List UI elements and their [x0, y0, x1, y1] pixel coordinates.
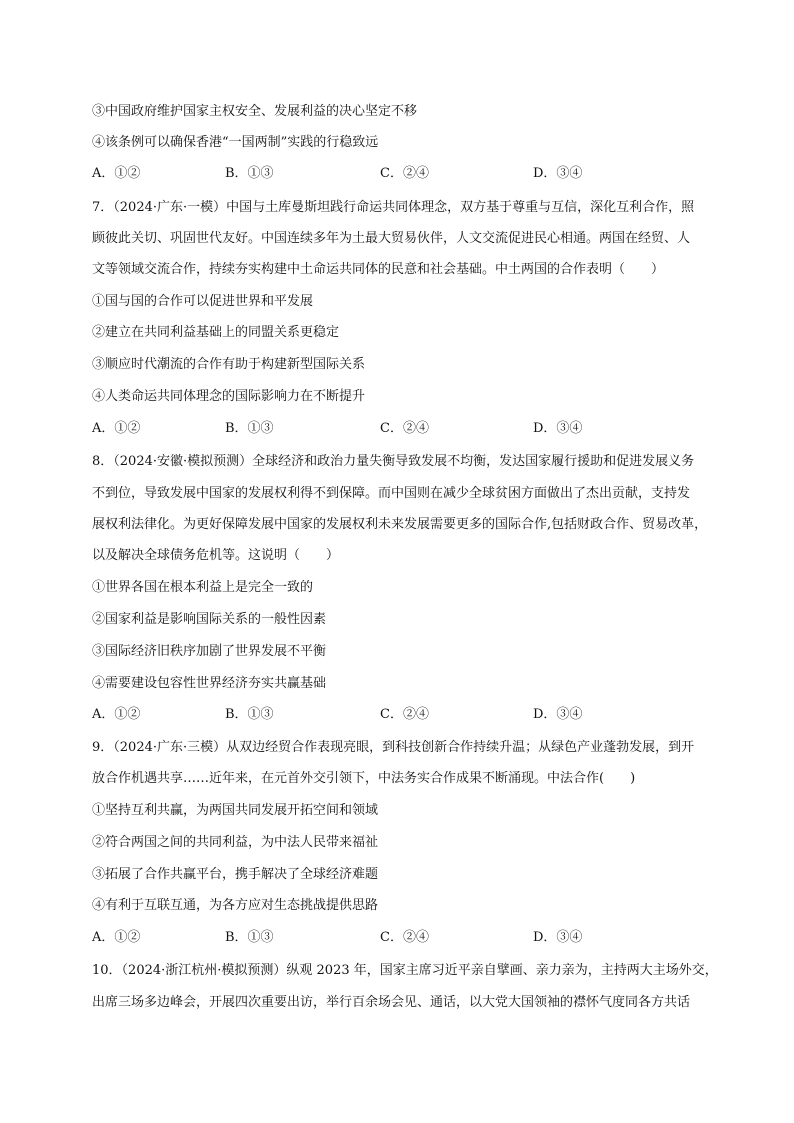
option-a[interactable]: A．①② — [92, 930, 141, 945]
option-c[interactable]: C．②④ — [380, 707, 429, 722]
question-8-statement-4: ④需要建设包容性世界经济夯实共赢基础 — [92, 676, 327, 691]
question-10-line-1: 10．（2024·浙江杭州·模拟预测）纵观 2023 年，国家主席习近平亲自擘画、亲力亲为，主持两大主场外交， — [92, 963, 718, 978]
option-d[interactable]: D．③④ — [533, 166, 583, 181]
statement-3: ③中国政府维护国家主权安全、发展利益的决心坚定不移 — [92, 104, 418, 119]
statement-4: ④该条例可以确保香港“一国两制”实践的行稳致远 — [92, 135, 379, 150]
option-a[interactable]: A．①② — [92, 421, 141, 436]
question-9-statement-3: ③拓展了合作共赢平台，携手解决了全球经济难题 — [92, 867, 379, 882]
option-c[interactable]: C．②④ — [380, 166, 429, 181]
option-b[interactable]: B．①③ — [225, 166, 274, 181]
option-c[interactable]: C．②④ — [380, 421, 429, 436]
option-d[interactable]: D．③④ — [533, 930, 583, 945]
question-9-statement-2: ②符合两国之间的共同利益，为中法人民带来福祉 — [92, 835, 379, 850]
question-9-line-1: 9．（2024·广东·三模）从双边经贸合作表现亮眼，到科技创新合作持续升温；从绿色产业蓬勃发展，到开 — [92, 740, 695, 755]
option-b[interactable]: B．①③ — [225, 707, 274, 722]
question-7-line-2: 顾彼此关切、巩固世代友好。中国连续多年为土最大贸易伙伴，人文交流促进民心相通。两国在经贸、人 — [92, 231, 691, 246]
question-9-line-2: 放合作机遇共享……近年来，在元首外交引领下，中法务实合作成果不断涌现。中法合作( ) — [92, 771, 636, 786]
question-7-statement-2: ②建立在共同利益基础上的同盟关系更稳定 — [92, 325, 340, 340]
question-8-statement-3: ③国际经济旧秩序加剧了世界发展不平衡 — [92, 644, 327, 659]
question-8-statement-1: ①世界各国在根本利益上是完全一致的 — [92, 580, 314, 595]
question-8-line-4: 以及解决全球债务危机等。这说明（ ） — [92, 548, 340, 563]
option-d[interactable]: D．③④ — [533, 707, 583, 722]
question-7-statement-3: ③顺应时代潮流的合作有助于构建新型国际关系 — [92, 357, 366, 372]
question-10-line-2: 出席三场多边峰会，开展四次重要出访，举行百余场会见、通话，以大党大国领袖的襟怀气度同各方共话 — [92, 995, 691, 1010]
question-7-statement-1: ①国与国的合作可以促进世界和平发展 — [92, 294, 314, 309]
question-8-statement-2: ②国家利益是影响国际关系的一般性因素 — [92, 612, 327, 627]
question-9-statement-4: ④有利于互联互通，为各方应对生态挑战提供思路 — [92, 898, 379, 913]
option-a[interactable]: A．①② — [92, 707, 141, 722]
option-d[interactable]: D．③④ — [533, 421, 583, 436]
option-b[interactable]: B．①③ — [225, 930, 274, 945]
question-8-line-3: 展权利法律化。为更好保障发展中国家的发展权利未来发展需要更多的国际合作,包括财政合作、贸易改革， — [92, 517, 708, 532]
question-9-statement-1: ①坚持互利共赢，为两国共同发展开拓空间和领域 — [92, 803, 379, 818]
option-b[interactable]: B．①③ — [225, 421, 274, 436]
question-7-line-1: 7．（2024·广东·一模）中国与土库曼斯坦践行命运共同体理念，双方基于尊重与互信，深化互利合作，照 — [92, 200, 695, 215]
question-8-line-2: 不到位，导致发展中国家的发展权利得不到保障。而中国则在减少全球贫困方面做出了杰出贡献，支持发 — [92, 486, 691, 501]
option-a[interactable]: A．①② — [92, 166, 141, 181]
question-7-line-3: 文等领域交流合作，持续夯实构建中土命运共同体的民意和社会基础。中土两国的合作表明（ ） — [92, 262, 665, 277]
question-8-line-1: 8．（2024·安徽·模拟预测）全球经济和政治力量失衡导致发展不均衡，发达国家履行援助和促进发展义务 — [92, 454, 695, 469]
question-7-statement-4: ④人类命运共同体理念的国际影响力在不断提升 — [92, 389, 366, 404]
option-c[interactable]: C．②④ — [380, 930, 429, 945]
